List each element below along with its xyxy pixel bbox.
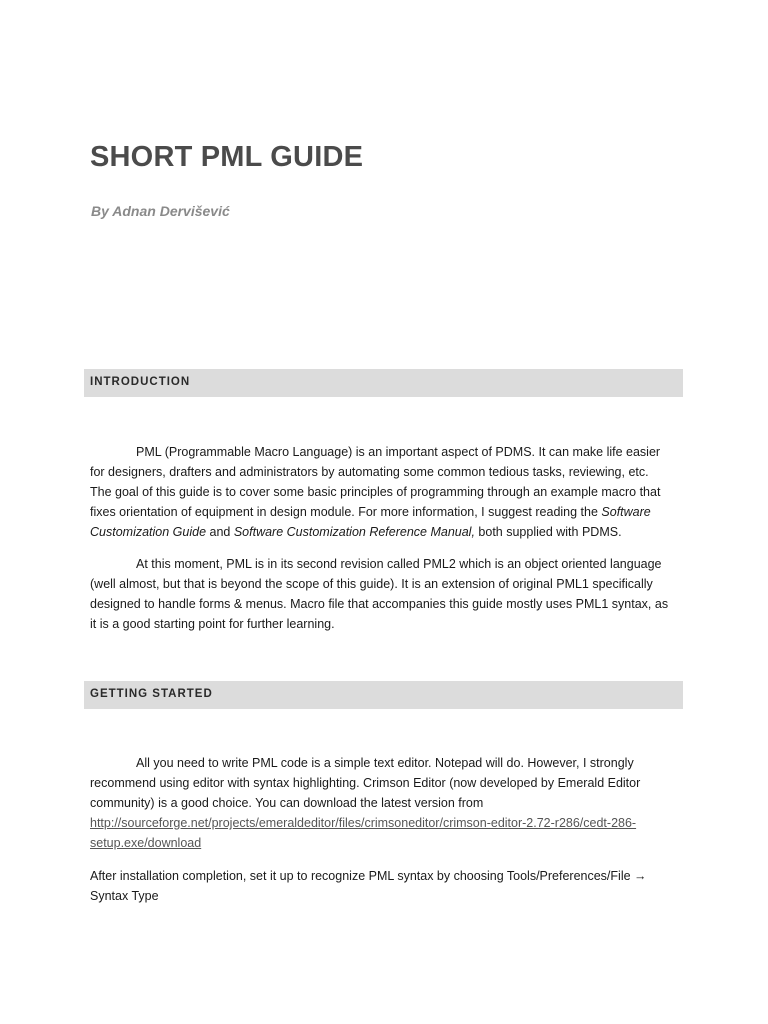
text-line: for designers, drafters and administrators by automating some common tedious tasks, reviewing, etc.: [90, 465, 649, 479]
document-title: SHORT PML GUIDE: [90, 141, 364, 173]
reference-title: Software Customization Reference Manual,: [233, 525, 475, 539]
text-line: All you need to write PML code is a simple text editor. Notepad will do. However, I strongly: [136, 756, 634, 770]
document-author: By Adnan Dervišević: [91, 203, 230, 219]
text-line: (well almost, but that is beyond the scope of this guide). It is an extension of original PML1 specifically: [90, 577, 653, 591]
text-line: PML (Programmable Macro Language) is an important aspect of PDMS. It can make life easier: [136, 445, 661, 459]
getting-started-paragraph-1: [90, 753, 690, 853]
text-fragment: and: [206, 525, 234, 539]
text-fragment: both supplied with PDMS.: [474, 525, 622, 539]
section-heading-getting-started: [84, 681, 683, 709]
text-line: designed to handle forms & menus. Macro file that accompanies this guide mostly uses PML1 syntax, as: [90, 597, 669, 611]
download-link[interactable]: setup.exe/download: [90, 836, 202, 850]
section-heading-introduction: [84, 369, 683, 397]
text-line: community) is a good choice. You can download the latest version from: [90, 796, 484, 810]
text-line: After installation completion, set it up to recognize PML syntax by choosing Tools/Preferences/File →: [90, 869, 647, 883]
text-line: Syntax Type: [90, 889, 159, 903]
intro-paragraph-1: [90, 442, 690, 542]
getting-started-paragraph-2: [90, 866, 690, 906]
download-link[interactable]: http://sourceforge.net/projects/emeraldeditor/files/crimsoneditor/crimson-editor-2.72-r286/cedt-286-: [90, 816, 637, 830]
section-heading-label: INTRODUCTION: [90, 376, 191, 388]
text-line: recommend using editor with syntax highlighting. Crimson Editor (now developed by Emerald Editor: [90, 776, 641, 790]
intro-paragraph-2: [90, 554, 690, 634]
section-heading-label: GETTING STARTED: [90, 688, 213, 700]
reference-title: Customization Guide: [90, 525, 207, 539]
text-line: At this moment, PML is in its second revision called PML2 which is an object oriented language: [136, 557, 662, 571]
text-line: The goal of this guide is to cover some basic principles of programming through an example macro that: [90, 485, 661, 499]
reference-title: Software: [601, 505, 651, 519]
text-line: it is a good starting point for further learning.: [90, 617, 335, 631]
text-line: fixes orientation of equipment in design module. For more information, I suggest reading the: [90, 505, 602, 519]
